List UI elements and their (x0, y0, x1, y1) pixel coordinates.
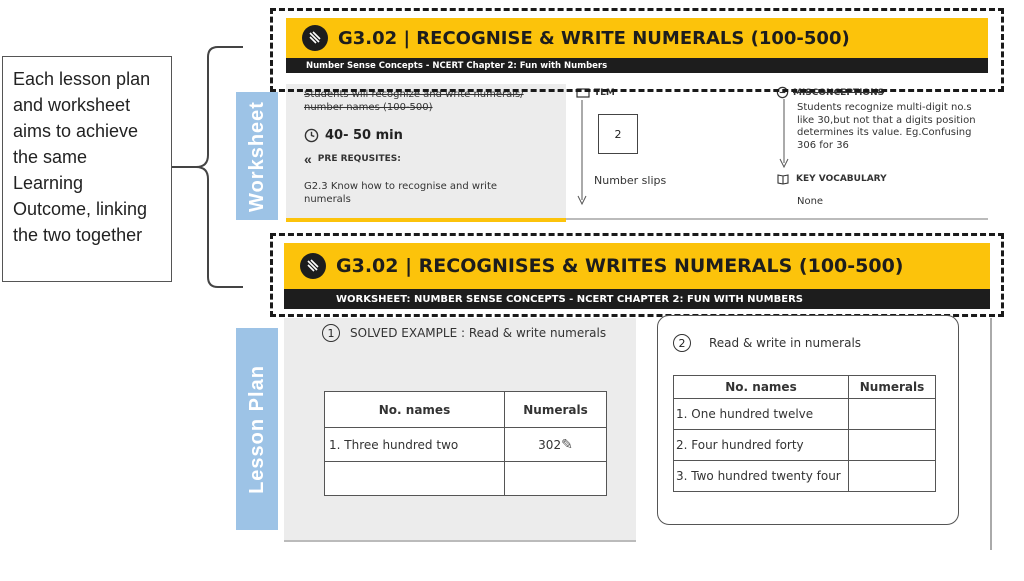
callout-text: Each lesson plan and worksheet aims to achieve the same Learning Outcome, linking the two together (13, 69, 151, 245)
duration-row (304, 128, 403, 143)
solved-example-table (324, 391, 607, 496)
tlm-arrow (576, 100, 588, 206)
top-card-bottom-line (566, 218, 988, 220)
worksheet-tab-label: Worksheet (245, 100, 268, 212)
prereq-label: PRE REQUSITES: (317, 154, 401, 164)
vocab-text: None (797, 196, 824, 207)
callout-connector-line (172, 160, 194, 170)
top-card-subtitle: Number Sense Concepts - NCERT Chapter 2: Fun with Numbers (306, 60, 608, 71)
tlm-text: Number slips (594, 174, 667, 187)
top-dashed-highlight (270, 8, 1004, 92)
misconceptions-arrow (778, 99, 790, 169)
bottom-dashed-highlight (270, 233, 1004, 317)
exercise-header (673, 334, 861, 352)
tlm-number-slip: 2 (598, 114, 638, 154)
table-cell-name: 1. Three hundred two (325, 428, 505, 462)
answer-cell[interactable] (849, 461, 936, 492)
table-cell-numeral (505, 462, 607, 496)
table-header-names: No. names (674, 376, 849, 399)
vocab-header (776, 172, 887, 186)
step-number-2: 2 (673, 334, 691, 352)
duration-text: 40- 50 min (325, 128, 403, 143)
table-cell-numeral (505, 428, 607, 462)
table-row (325, 462, 607, 496)
prereq-text: G2.3 Know how to recognise and write numerals (304, 181, 498, 205)
bottom-card-title: G3.02 | RECOGNISES & WRITES NUMERALS (100-500) (336, 255, 904, 277)
table-cell-name: 1. One hundred twelve (674, 399, 849, 430)
worksheet-side-tab (236, 92, 278, 220)
exercise-heading: Read & write in numerals (709, 336, 862, 350)
solved-example-header (322, 324, 606, 342)
table-header-numerals: Numerals (505, 392, 607, 428)
table-row (674, 399, 936, 430)
pencil-icon: ✎ (561, 436, 573, 453)
right-edge-line (990, 318, 992, 550)
numeral-value: 302 (538, 437, 562, 452)
bottom-card-subtitle: WORKSHEET: NUMBER SENSE CONCEPTS - NCERT CHAPTER 2: FUN WITH NUMBERS (336, 293, 803, 305)
objective-text: Students will recognize and write numerals/ number names (100-500) (304, 89, 524, 113)
tlm-label: TLM (594, 88, 615, 98)
answer-cell[interactable] (849, 399, 936, 430)
answer-cell[interactable] (849, 430, 936, 461)
solved-example-bottom-line (284, 540, 636, 542)
book-icon (776, 172, 790, 186)
step-number-1: 1 (322, 324, 340, 342)
exercise-table (673, 375, 936, 492)
callout-box (2, 56, 172, 282)
table-header-numerals: Numerals (849, 376, 936, 399)
top-card-title: G3.02 | RECOGNISE & WRITE NUMERALS (100-500) (338, 27, 850, 49)
table-row (325, 428, 607, 462)
top-card-accent-bar (286, 218, 566, 222)
clock-icon (304, 128, 319, 143)
prereq-row (304, 151, 401, 167)
table-cell-name (325, 462, 505, 496)
lesson-plan-tab-label: Lesson Plan (245, 364, 268, 494)
table-row (674, 430, 936, 461)
vocab-label: KEY VOCABULARY (796, 174, 887, 184)
solved-example-heading: SOLVED EXAMPLE : Read & write numerals (350, 326, 607, 340)
misconceptions-text: Students recognize multi-digit no.s like 30,but not that a digits position determines its value. Eg.Confusing 306 for 36 (797, 102, 976, 151)
double-chevron-left-icon: « (304, 151, 312, 167)
lesson-plan-side-tab (236, 328, 278, 530)
misconceptions-label: MISCONCEPTIONS (793, 87, 885, 98)
table-row (674, 461, 936, 492)
table-cell-name: 2. Four hundred forty (674, 430, 849, 461)
table-header-names: No. names (325, 392, 505, 428)
table-cell-name: 3. Two hundred twenty four (674, 461, 849, 492)
